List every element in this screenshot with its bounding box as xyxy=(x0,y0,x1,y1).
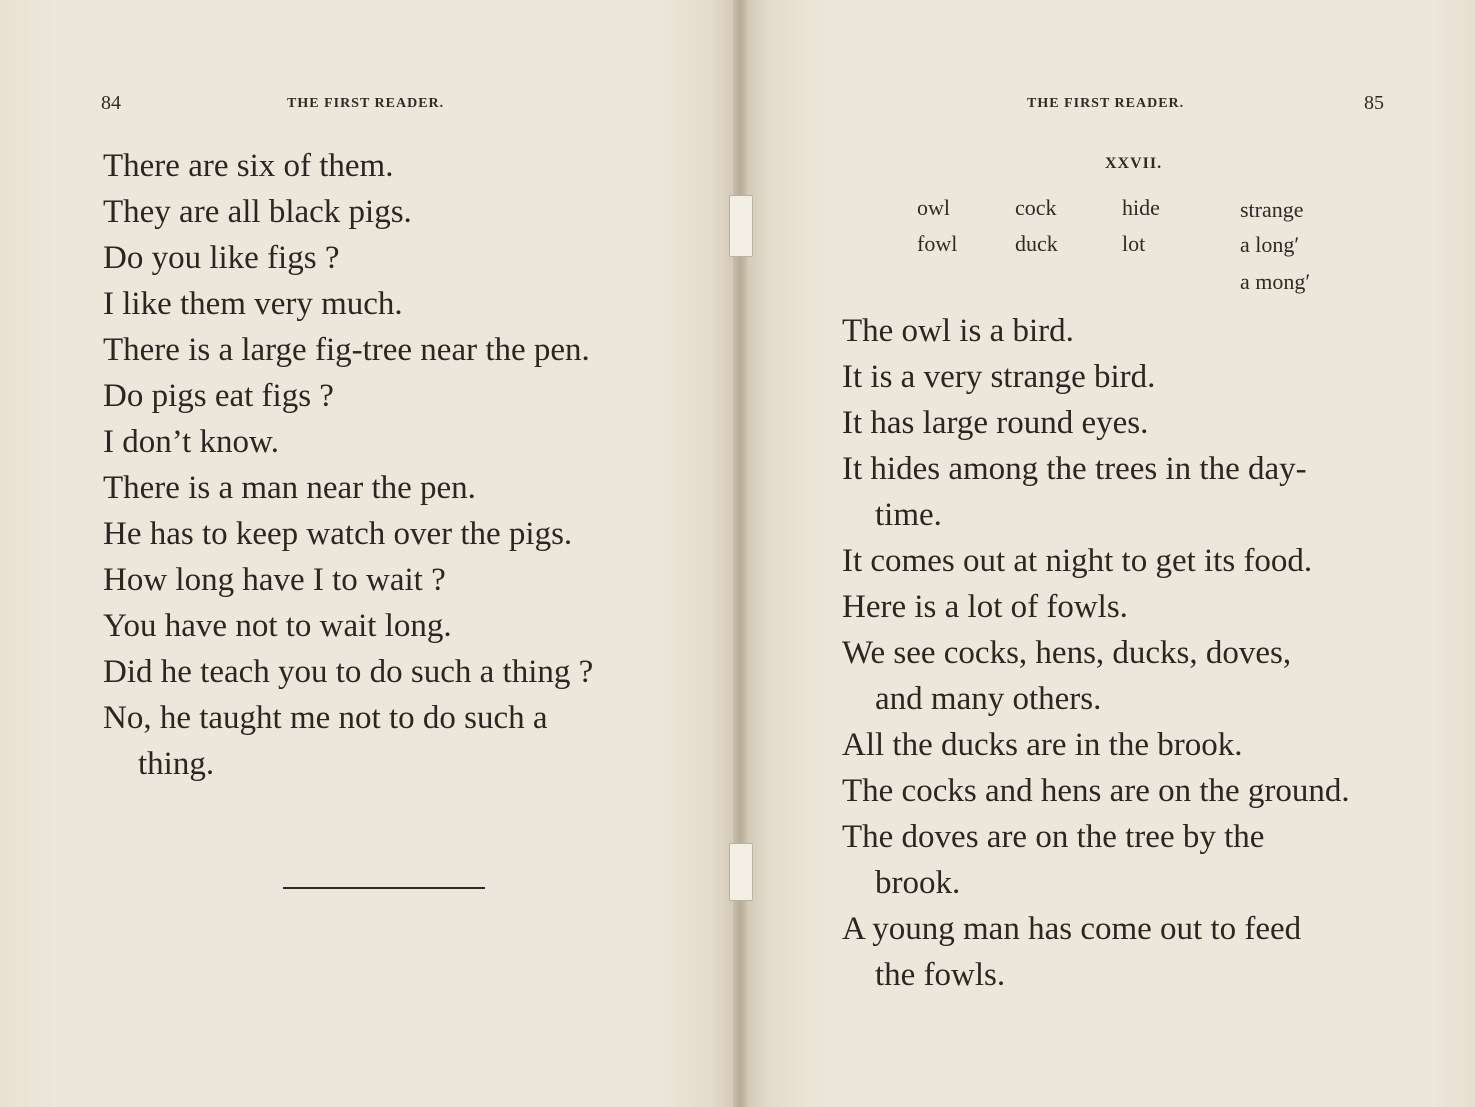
text-line: The doves are on the tree by the xyxy=(842,819,1265,855)
text-line: Did he teach you to do such a thing ? xyxy=(103,654,594,690)
text-line: It comes out at night to get its food. xyxy=(842,543,1313,579)
text-line: It is a very strange bird. xyxy=(842,359,1156,395)
text-line: It hides among the trees in the day- xyxy=(842,451,1307,487)
book-gutter xyxy=(733,0,747,1107)
right-page-number: 85 xyxy=(1364,92,1384,114)
vocab-word: hide xyxy=(1122,195,1160,220)
text-line: There are six of them. xyxy=(103,148,394,184)
text-line: Here is a lot of fowls. xyxy=(842,589,1128,625)
vocab-word: strange xyxy=(1240,197,1304,222)
text-line: There is a man near the pen. xyxy=(103,470,476,506)
right-running-head: THE FIRST READER. xyxy=(1027,96,1185,111)
text-line: We see cocks, hens, ducks, doves, xyxy=(842,635,1292,671)
text-line: He has to keep watch over the pigs. xyxy=(103,516,573,552)
text-line: the fowls. xyxy=(875,957,1006,993)
vocab-word: fowl xyxy=(917,231,958,256)
text-line: There is a large fig-tree near the pen. xyxy=(103,332,590,368)
text-line: It has large round eyes. xyxy=(842,405,1149,441)
left-page-number: 84 xyxy=(101,92,121,114)
section-rule xyxy=(283,887,485,889)
vocab-word: a long′ xyxy=(1240,232,1300,257)
text-line: How long have I to wait ? xyxy=(103,562,446,598)
text-line: You have not to wait long. xyxy=(103,608,452,644)
text-line: brook. xyxy=(875,865,961,901)
left-running-head: THE FIRST READER. xyxy=(287,96,445,111)
text-line: Do you like figs ? xyxy=(103,240,340,276)
text-line: All the ducks are in the brook. xyxy=(842,727,1243,763)
text-line: time. xyxy=(875,497,942,533)
text-line: Do pigs eat figs ? xyxy=(103,378,334,414)
text-line: No, he taught me not to do such a xyxy=(103,700,548,736)
text-line: A young man has come out to feed xyxy=(842,911,1302,947)
vocab-word: duck xyxy=(1015,231,1058,256)
text-line: The cocks and hens are on the ground. xyxy=(842,773,1350,809)
binding-stitch xyxy=(729,195,753,257)
text-line: and many others. xyxy=(875,681,1102,717)
vocab-word: cock xyxy=(1015,195,1057,220)
text-line: I like them very much. xyxy=(103,286,403,322)
text-line: thing. xyxy=(138,746,215,782)
text-line: The owl is a bird. xyxy=(842,313,1074,349)
text-line: They are all black pigs. xyxy=(103,194,412,230)
binding-stitch xyxy=(729,843,753,901)
vocab-word: lot xyxy=(1122,231,1146,256)
text-line: I don’t know. xyxy=(103,424,279,460)
vocab-word: a mong′ xyxy=(1240,269,1311,294)
vocab-word: owl xyxy=(917,195,950,220)
chapter-heading: XXVII. xyxy=(1105,155,1163,172)
